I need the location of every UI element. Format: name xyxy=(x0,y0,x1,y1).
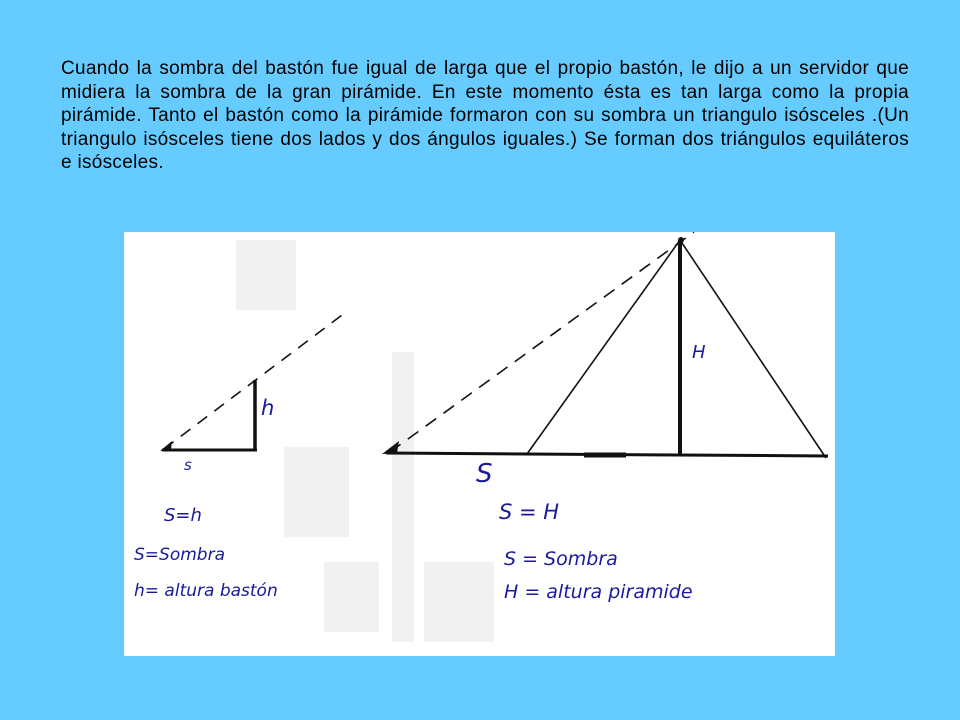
pyramid-legend-altura: H = altura piramide xyxy=(504,581,693,603)
thales-diagram xyxy=(124,232,835,656)
pyramid-sun-ray xyxy=(390,232,694,452)
pyramid-legend-sombra: S = Sombra xyxy=(504,548,618,570)
pyramid-ray-arrowhead xyxy=(382,441,399,454)
pyramid-apex-dot xyxy=(678,237,684,243)
stick-ray-arrowhead xyxy=(160,441,172,451)
scan-artifact xyxy=(324,562,379,632)
scan-artifact xyxy=(236,240,296,310)
pyramid-shadow-label: S xyxy=(476,459,493,489)
stick-equation: S=h xyxy=(164,505,202,526)
stick-height-label: h xyxy=(261,396,275,420)
pyramid-diagram xyxy=(382,232,828,603)
scan-artifact xyxy=(392,352,414,642)
stick-shadow-label: s xyxy=(184,456,192,474)
diagram-panel xyxy=(124,232,835,656)
scan-artifact xyxy=(284,447,349,537)
stick-legend-sombra: S=Sombra xyxy=(134,545,225,565)
pyramid-equation: S = H xyxy=(499,500,560,524)
scan-artifact xyxy=(424,562,494,642)
pyramid-height-label: H xyxy=(692,342,706,363)
stick-legend-altura: h= altura bastón xyxy=(134,581,278,601)
pyramid-left-edge xyxy=(527,240,680,454)
intro-paragraph: Cuando la sombra del bastón fue igual de larga que el propio bastón, le dijo a un servidor que midiera la sombra de la gran pirámide. En este momento ésta es tan larga como la propia pirámide. Tanto el bastón como la pirámide formaron con su sombra un triangulo isósceles .(Un triangulo isósceles tiene dos lados y dos ángulos iguales.) Se forman dos triángulos equiláteros e isósceles. xyxy=(61,58,909,174)
